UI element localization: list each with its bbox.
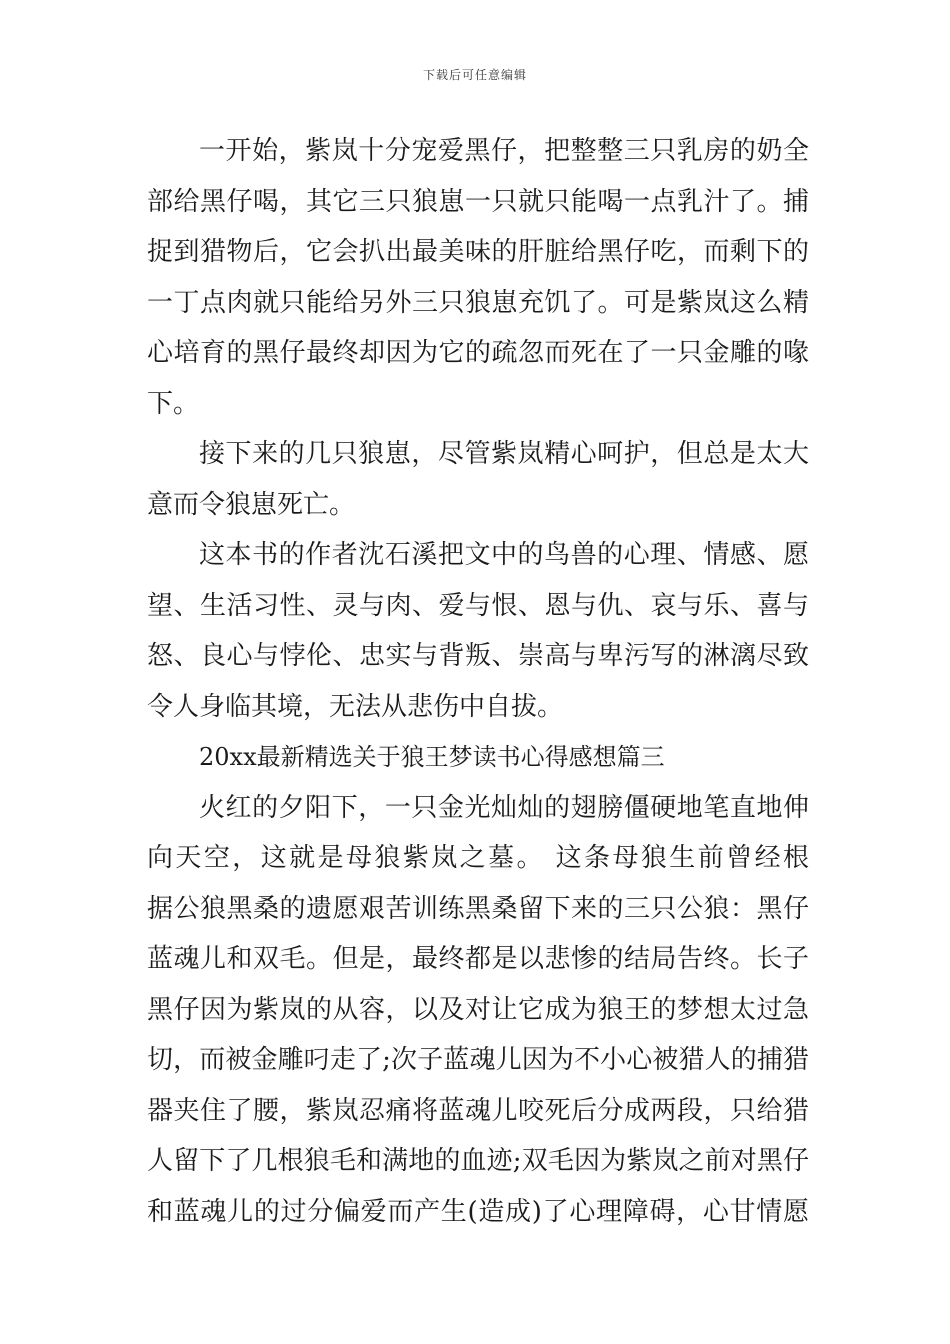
page-header-note: 下载后可任意编辑	[422, 68, 527, 82]
text-line: 怒、良心与悖伦、忠实与背叛、崇高与卑污写的淋漓尽致	[147, 641, 809, 671]
text-line: 一丁点肉就只能给另外三只狼崽充饥了。可是紫岚这么精	[147, 287, 809, 318]
text-line: 和蓝魂儿的过分偏爱而产生(造成)了心理障碍，心甘情愿	[147, 1196, 809, 1227]
text-line: 心培育的黑仔最终却因为它的疏忽而死在了一只金雕的喙	[147, 338, 809, 368]
text-line: 人留下了几根狼毛和满地的血迹;双毛因为紫岚之前对黑仔	[147, 1146, 809, 1176]
text-line: 据公狼黑桑的遗愿艰苦训练黑桑留下来的三只公狼：黑仔	[147, 893, 809, 924]
text-line: 望、生活习性、灵与肉、爱与恨、恩与仇、哀与乐、喜与	[147, 590, 809, 621]
text-line: 切，而被金雕叼走了;次子蓝魂儿因为不小心被猎人的捕猎	[147, 1045, 809, 1075]
text-line: 这本书的作者沈石溪把文中的鸟兽的心理、情感、愿	[199, 540, 809, 570]
document-body	[147, 126, 809, 1237]
text-line: 接下来的几只狼崽，尽管紫岚精心呵护，但总是太大	[199, 439, 809, 469]
text-line: 器夹住了腰，紫岚忍痛将蓝魂儿咬死后分成两段，只给猎	[147, 1095, 809, 1126]
text-line: 意而令狼崽死亡。	[147, 489, 356, 520]
text-line: 向天空，这就是母狼紫岚之墓。 这条母狼生前曾经根	[147, 843, 809, 873]
text-line: 令人身临其境，无法从悲伤中自拔。	[147, 691, 564, 722]
text-line: 捉到猎物后，它会扒出最美味的肝脏给黑仔吃，而剩下的	[147, 237, 809, 267]
text-line: 一开始，紫岚十分宠爱黑仔，把整整三只乳房的奶全	[199, 136, 809, 166]
text-line: 火红的夕阳下，一只金光灿灿的翅膀僵硬地笔直地伸	[199, 792, 809, 823]
text-line: 下。	[147, 388, 200, 419]
text-line: 蓝魂儿和双毛。但是，最终都是以悲惨的结局告终。长子	[147, 944, 809, 974]
text-line: 部给黑仔喝，其它三只狼崽一只就只能喝一点乳汁了。捕	[147, 186, 809, 217]
text-line: 黑仔因为紫岚的从容，以及对让它成为狼王的梦想太过急	[147, 994, 809, 1025]
section-heading: 20xx最新精选关于狼王梦读书心得感想篇三	[199, 743, 665, 771]
